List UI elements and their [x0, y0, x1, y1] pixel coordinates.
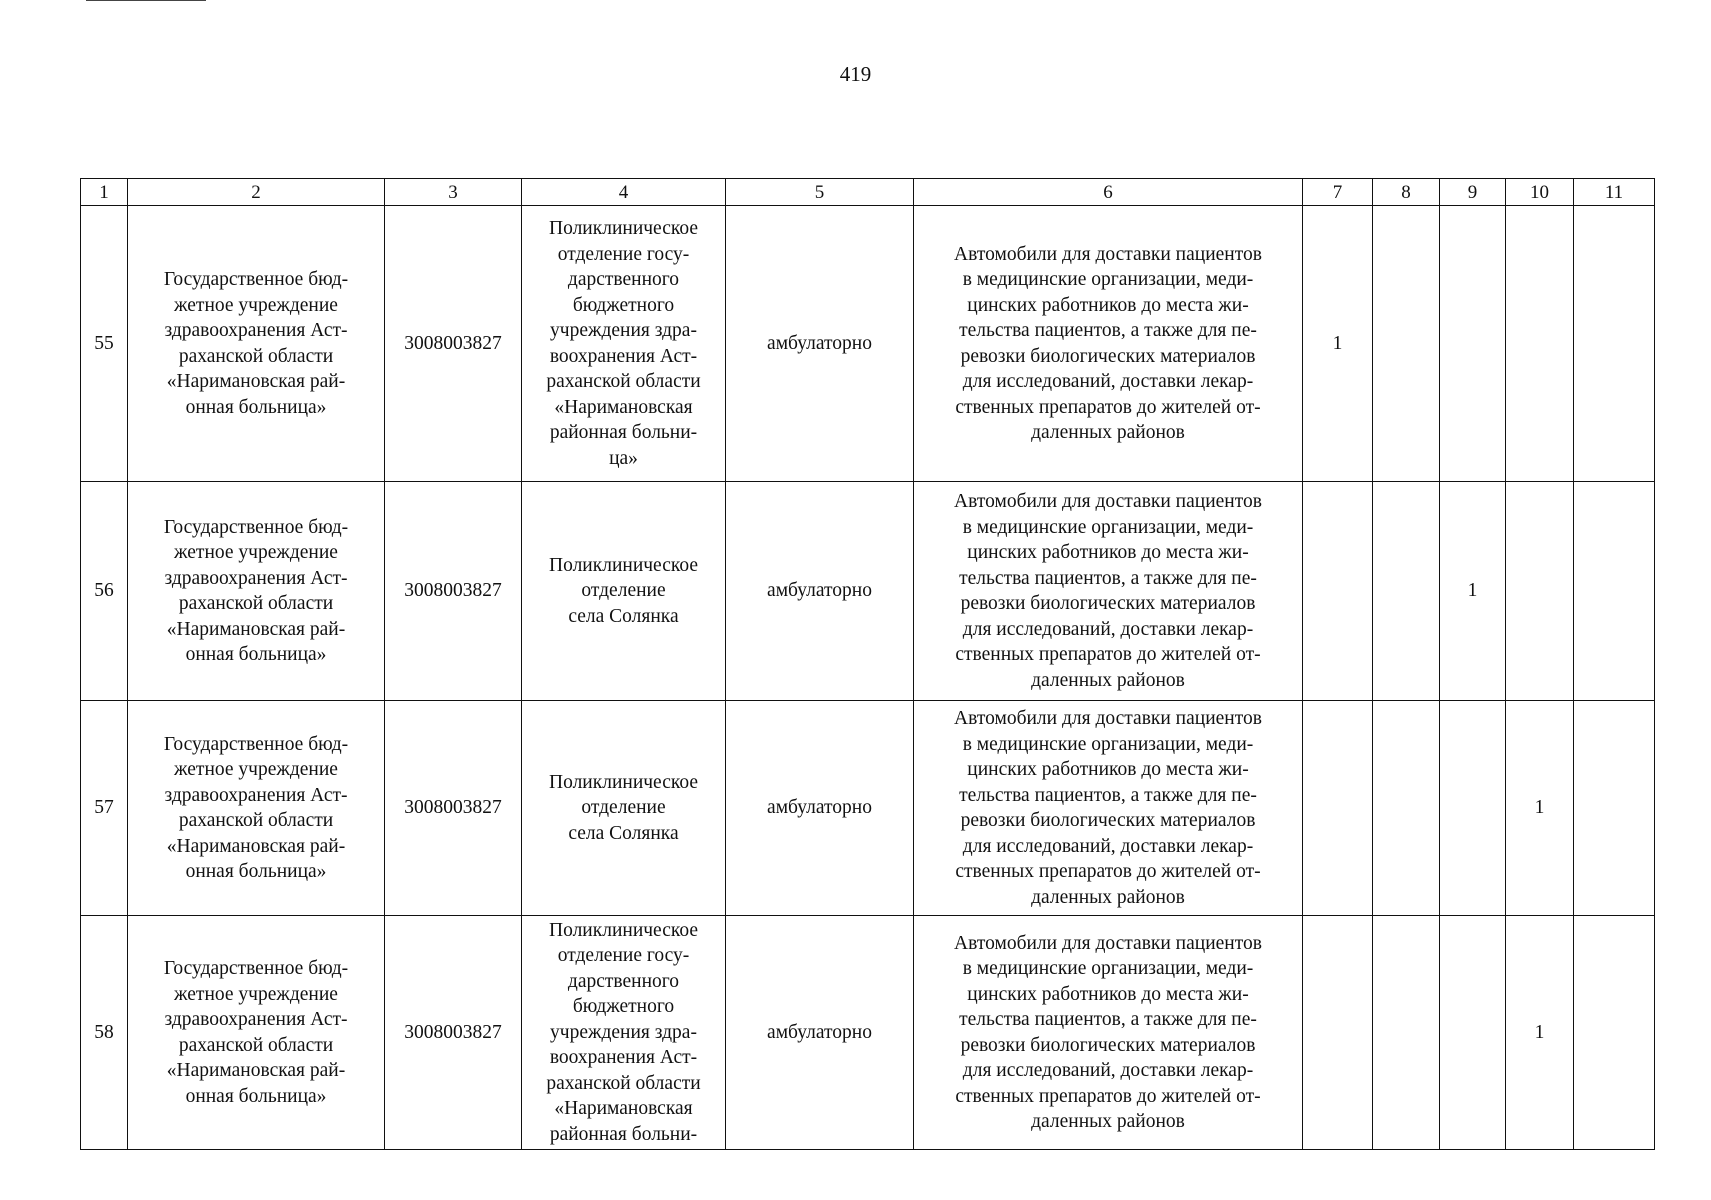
row-number: 56 [81, 482, 128, 701]
count-col-8 [1373, 206, 1440, 482]
count-col-10 [1506, 482, 1574, 701]
column-number: 11 [1574, 179, 1655, 206]
subdivision-name: Поликлиническое отделение села Солянка [522, 482, 726, 701]
column-number: 5 [726, 179, 914, 206]
count-col-7 [1303, 482, 1373, 701]
vehicle-purpose: Автомобили для доставки пациентов в медицинские организации, меди- цинских работников до места жи- тельства пациентов, а также для пе- ревозки биологических материалов для исследований, доставки лекар- ственных препаратов до жителей от- даленных районов [914, 206, 1303, 482]
column-number: 7 [1303, 179, 1373, 206]
column-number: 3 [385, 179, 522, 206]
subdivision-name: Поликлиническое отделение госу- дарственного бюджетного учреждения здра- воохранения Аст- раханской области «Наримановская районная больни- ца» [522, 206, 726, 482]
vehicle-purpose: Автомобили для доставки пациентов в медицинские организации, меди- цинских работников до места жи- тельства пациентов, а также для пе- ревозки биологических материалов для исследований, доставки лекар- ственных препаратов до жителей от- даленных районов [914, 916, 1303, 1150]
table-row [81, 701, 1655, 916]
page-number: 419 [839, 62, 872, 86]
count-col-10: 1 [1506, 916, 1574, 1150]
care-conditions: амбулаторно [726, 482, 914, 701]
count-col-9 [1440, 206, 1506, 482]
column-number: 6 [914, 179, 1303, 206]
inn: 3008003827 [385, 482, 522, 701]
organization-name: Государственное бюд- жетное учреждение здравоохранения Аст- раханской области «Наримановская рай- онная больница» [128, 701, 385, 916]
subdivision-name: Поликлиническое отделение госу- дарственного бюджетного учреждения здра- воохранения Аст- раханской области «Наримановская районная больни- [522, 916, 726, 1150]
count-col-10 [1506, 206, 1574, 482]
count-col-8 [1373, 916, 1440, 1150]
count-col-8 [1373, 701, 1440, 916]
row-number: 57 [81, 701, 128, 916]
column-number: 9 [1440, 179, 1506, 206]
inn: 3008003827 [385, 701, 522, 916]
care-conditions: амбулаторно [726, 206, 914, 482]
care-conditions: амбулаторно [726, 916, 914, 1150]
subdivision-name: Поликлиническое отделение села Солянка [522, 701, 726, 916]
row-number: 55 [81, 206, 128, 482]
count-col-11 [1574, 482, 1655, 701]
count-col-8 [1373, 482, 1440, 701]
vehicle-purpose: Автомобили для доставки пациентов в медицинские организации, меди- цинских работников до места жи- тельства пациентов, а также для пе- ревозки биологических материалов для исследований, доставки лекар- ственных препаратов до жителей от- даленных районов [914, 701, 1303, 916]
care-conditions: амбулаторно [726, 701, 914, 916]
organization-name: Государственное бюд- жетное учреждение здравоохранения Аст- раханской области «Наримановская рай- онная больница» [128, 206, 385, 482]
count-col-11 [1574, 206, 1655, 482]
count-col-11 [1574, 916, 1655, 1150]
inn: 3008003827 [385, 206, 522, 482]
count-col-10: 1 [1506, 701, 1574, 916]
count-col-7: 1 [1303, 206, 1373, 482]
inn: 3008003827 [385, 916, 522, 1150]
count-col-7 [1303, 916, 1373, 1150]
table-row [81, 482, 1655, 701]
count-col-9 [1440, 916, 1506, 1150]
column-number: 2 [128, 179, 385, 206]
column-number: 10 [1506, 179, 1574, 206]
organization-name: Государственное бюд- жетное учреждение здравоохранения Аст- раханской области «Наримановская рай- онная больница» [128, 916, 385, 1150]
table-row [81, 916, 1655, 1150]
organization-name: Государственное бюд- жетное учреждение здравоохранения Аст- раханской области «Наримановская рай- онная больница» [128, 482, 385, 701]
table-row [81, 206, 1655, 482]
count-col-9 [1440, 701, 1506, 916]
count-col-7 [1303, 701, 1373, 916]
column-number: 8 [1373, 179, 1440, 206]
column-number-row [81, 179, 1655, 206]
vehicle-purpose: Автомобили для доставки пациентов в медицинские организации, меди- цинских работников до места жи- тельства пациентов, а также для пе- ревозки биологических материалов для исследований, доставки лекар- ственных препаратов до жителей от- даленных районов [914, 482, 1303, 701]
registry-table [80, 178, 1655, 1150]
top-rule [86, 0, 206, 1]
count-col-9: 1 [1440, 482, 1506, 701]
column-number: 1 [81, 179, 128, 206]
column-number: 4 [522, 179, 726, 206]
count-col-11 [1574, 701, 1655, 916]
row-number: 58 [81, 916, 128, 1150]
